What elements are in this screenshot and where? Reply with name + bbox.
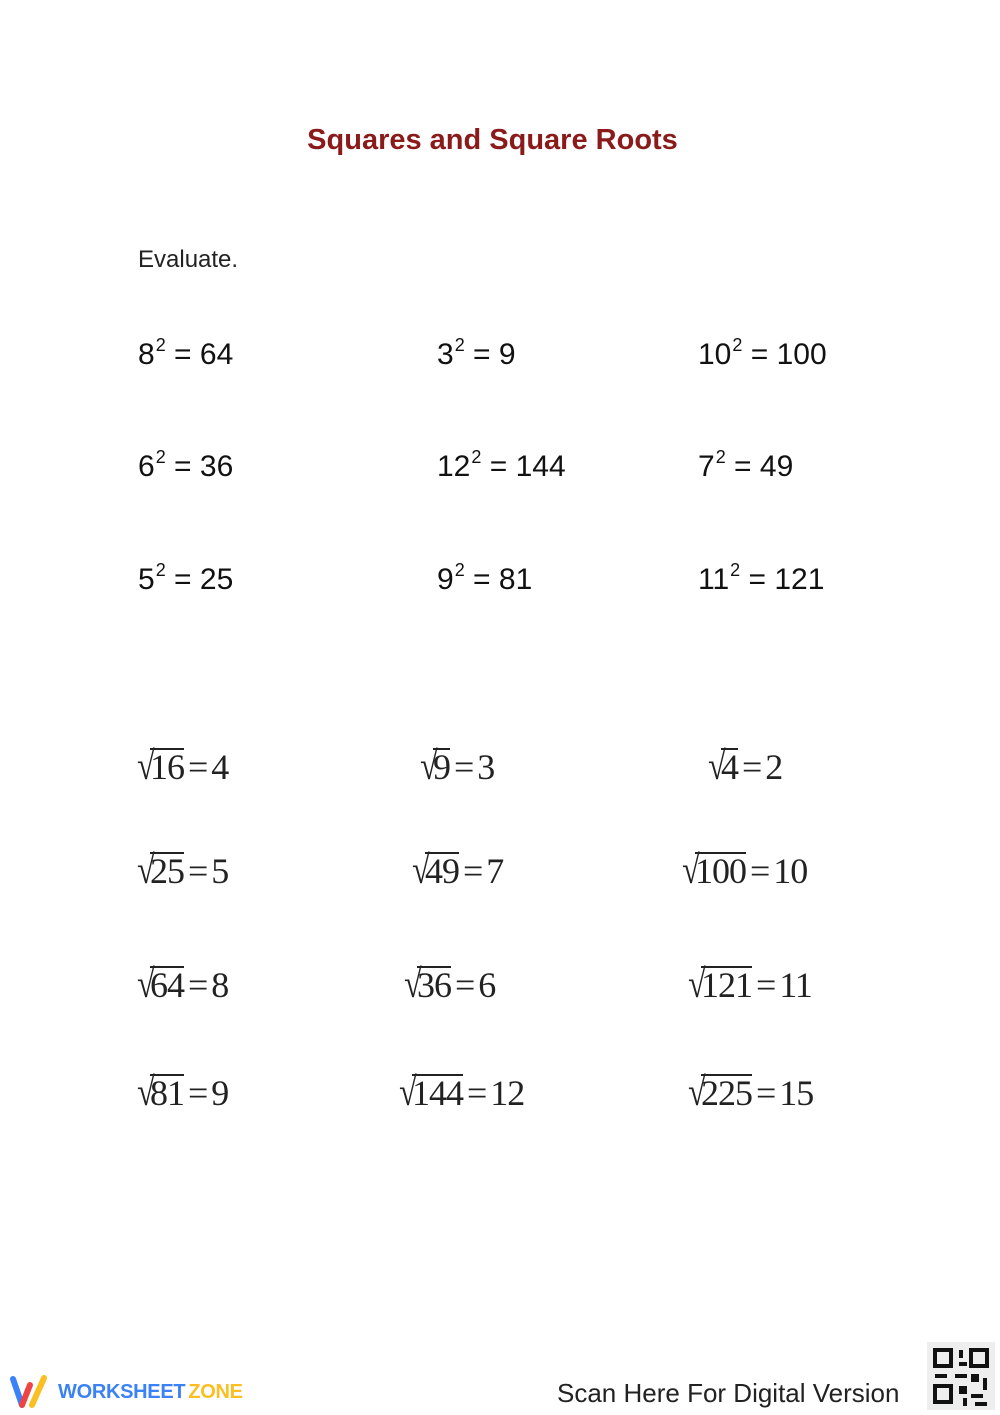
square-exponent: 2 xyxy=(471,447,482,467)
square-exponent: 2 xyxy=(155,447,166,467)
radical-icon: √ xyxy=(412,847,429,892)
square-problem xyxy=(138,447,233,484)
root-answer: 2 xyxy=(765,747,783,787)
square-answer: = 36 xyxy=(174,450,234,483)
logo-word-worksheet: WORKSHEET xyxy=(58,1380,186,1403)
square-exponent: 2 xyxy=(454,560,465,580)
radicand: 49 xyxy=(424,851,459,891)
qr-code-icon xyxy=(927,1342,995,1410)
worksheetzone-logo xyxy=(10,1375,243,1409)
square-root-problem xyxy=(135,846,228,893)
square-exponent: 2 xyxy=(155,335,166,355)
square-problem xyxy=(437,447,566,484)
radical-icon: √ xyxy=(708,743,725,788)
square-exponent: 2 xyxy=(732,335,743,355)
square-answer: = 49 xyxy=(734,450,794,483)
radical-icon: √ xyxy=(688,961,705,1006)
radicand: 81 xyxy=(149,1073,184,1113)
root-answer: 5 xyxy=(211,851,229,891)
equals-sign: = xyxy=(755,965,776,1005)
square-root-problem xyxy=(410,846,503,893)
logo-icon xyxy=(10,1375,50,1409)
square-answer: = 100 xyxy=(750,338,827,371)
radical-icon: √ xyxy=(420,743,437,788)
radical-icon: √ xyxy=(137,847,154,892)
square-root-problem xyxy=(680,846,807,893)
square-base: 11 xyxy=(698,563,730,596)
qr-code[interactable] xyxy=(927,1342,995,1410)
logo-word-zone: ZONE xyxy=(188,1380,243,1403)
radicand: 144 xyxy=(411,1073,463,1113)
radical-icon: √ xyxy=(399,1069,416,1114)
radicand: 36 xyxy=(416,965,451,1005)
root-answer: 11 xyxy=(779,965,812,1005)
root-answer: 4 xyxy=(211,747,229,787)
root-answer: 10 xyxy=(773,851,808,891)
square-exponent: 2 xyxy=(155,560,166,580)
radicand: 9 xyxy=(432,747,450,787)
radicand: 64 xyxy=(149,965,184,1005)
square-root-problem xyxy=(135,1068,228,1115)
equals-sign: = xyxy=(755,1073,776,1113)
root-answer: 12 xyxy=(490,1073,525,1113)
root-answer: 7 xyxy=(486,851,504,891)
equals-sign: = xyxy=(187,1073,208,1113)
square-answer: = 64 xyxy=(174,338,234,371)
page-title: Squares and Square Roots xyxy=(307,124,678,156)
instruction: Evaluate. xyxy=(138,246,239,273)
square-root-problem xyxy=(135,742,228,789)
radicand: 100 xyxy=(694,851,746,891)
root-answer: 15 xyxy=(779,1073,814,1113)
equals-sign: = xyxy=(187,747,208,787)
equals-sign: = xyxy=(187,965,208,1005)
square-exponent: 2 xyxy=(715,447,726,467)
square-problem xyxy=(437,560,532,597)
square-root-problem xyxy=(706,742,782,789)
square-answer: = 9 xyxy=(473,338,516,371)
square-root-problem xyxy=(135,960,228,1007)
square-answer: = 144 xyxy=(489,450,566,483)
square-problem xyxy=(437,335,516,372)
square-root-problem xyxy=(397,1068,524,1115)
square-base: 9 xyxy=(437,563,454,596)
equals-sign: = xyxy=(454,965,475,1005)
square-root-problem xyxy=(418,742,494,789)
square-problem xyxy=(698,335,827,372)
equals-sign: = xyxy=(462,851,483,891)
square-answer: = 121 xyxy=(748,563,825,596)
scan-text: Scan Here For Digital Version xyxy=(557,1378,900,1408)
square-exponent: 2 xyxy=(454,335,465,355)
equals-sign: = xyxy=(187,851,208,891)
square-root-problem xyxy=(686,1068,813,1115)
root-answer: 8 xyxy=(211,965,229,1005)
square-base: 5 xyxy=(138,563,155,596)
square-root-problem xyxy=(686,960,812,1007)
root-answer: 3 xyxy=(477,747,495,787)
radical-icon: √ xyxy=(682,847,699,892)
radical-icon: √ xyxy=(404,961,421,1006)
equals-sign: = xyxy=(466,1073,487,1113)
radicand: 121 xyxy=(700,965,752,1005)
radical-icon: √ xyxy=(137,743,154,788)
square-answer: = 81 xyxy=(473,563,533,596)
square-base: 12 xyxy=(437,450,471,483)
square-base: 6 xyxy=(138,450,155,483)
root-answer: 6 xyxy=(478,965,496,1005)
square-exponent: 2 xyxy=(730,560,741,580)
square-base: 8 xyxy=(138,338,155,371)
radical-icon: √ xyxy=(137,1069,154,1114)
square-problem xyxy=(698,560,824,597)
radical-icon: √ xyxy=(688,1069,705,1114)
square-answer: = 25 xyxy=(174,563,234,596)
equals-sign: = xyxy=(749,851,770,891)
square-problem xyxy=(698,447,793,484)
equals-sign: = xyxy=(741,747,762,787)
square-base: 10 xyxy=(698,338,732,371)
radical-icon: √ xyxy=(137,961,154,1006)
square-root-problem xyxy=(402,960,495,1007)
radicand: 225 xyxy=(700,1073,752,1113)
square-base: 3 xyxy=(437,338,454,371)
equals-sign: = xyxy=(453,747,474,787)
radicand: 4 xyxy=(720,747,738,787)
square-base: 7 xyxy=(698,450,715,483)
radicand: 25 xyxy=(149,851,184,891)
square-problem xyxy=(138,335,233,372)
square-problem xyxy=(138,560,233,597)
radicand: 16 xyxy=(149,747,184,787)
root-answer: 9 xyxy=(211,1073,229,1113)
